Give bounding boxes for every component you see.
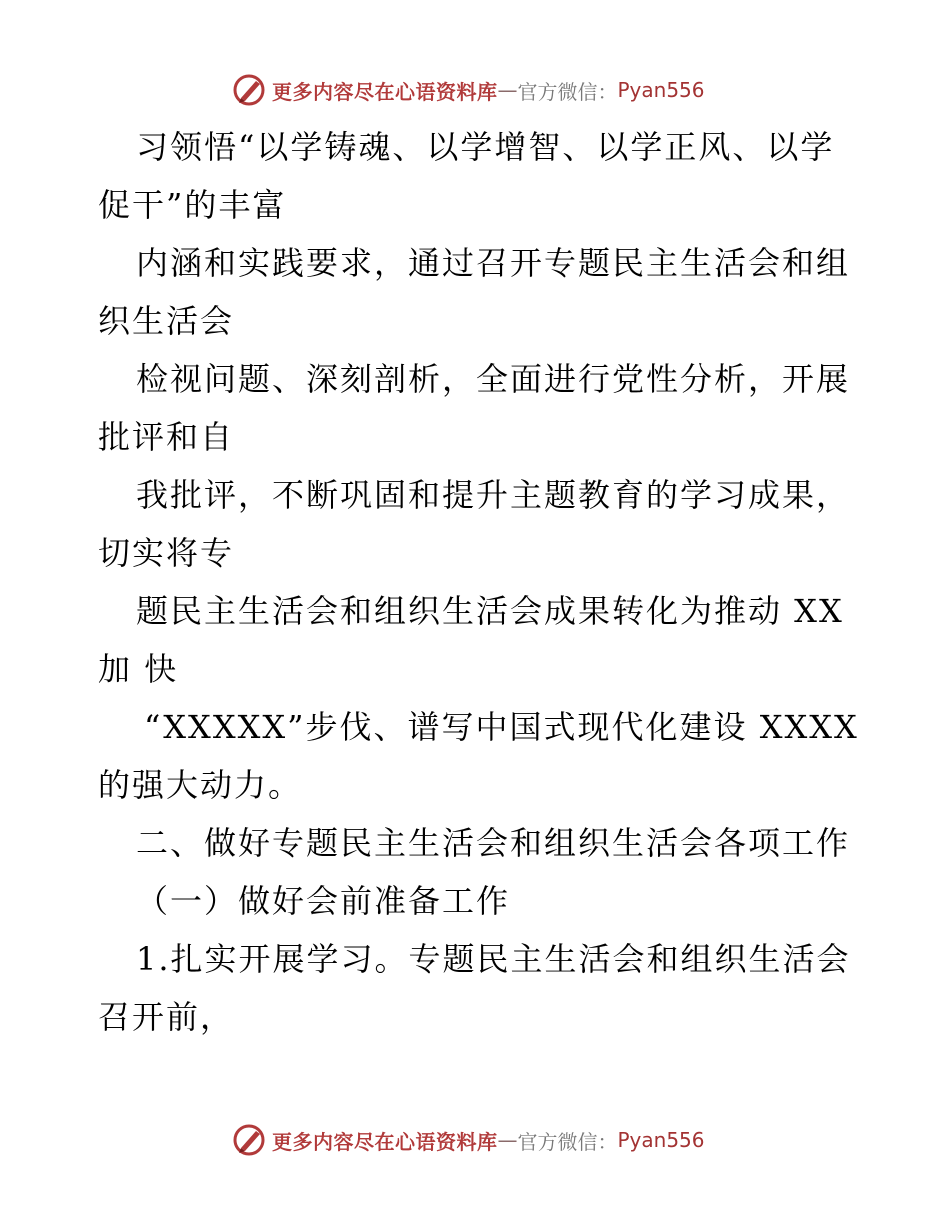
body-line: 我批评，不断巩固和提升主题教育的学习成果， bbox=[136, 476, 851, 514]
watermark-footer bbox=[232, 1120, 705, 1160]
watermark-header bbox=[232, 70, 705, 110]
circle-pen-logo-icon bbox=[232, 1123, 266, 1157]
watermark-wechat-label: 官方微信： bbox=[517, 79, 618, 104]
watermark-wechat-id: Pyan556 bbox=[617, 1128, 705, 1152]
body-line: 内涵和实践要求，通过召开专题民主生活会和组 bbox=[136, 244, 851, 282]
watermark-wechat-label: 官方微信： bbox=[517, 1129, 618, 1154]
body-line: 检视问题、深刻剖析，全面进行党性分析，开展 bbox=[136, 360, 851, 398]
body-line: “XXXXX”步伐、谱写中国式现代化建设 XXXX bbox=[144, 708, 859, 746]
body-line: 1.扎实开展学习。专题民主生活会和组织生活会 bbox=[136, 940, 851, 978]
watermark-wechat-id: Pyan556 bbox=[617, 78, 705, 102]
body-line: 习领悟“以学铸魂、以学增智、以学正风、以学 bbox=[136, 128, 835, 166]
watermark-dash: — bbox=[497, 78, 518, 102]
body-line: 加 快 bbox=[98, 650, 179, 688]
document-body bbox=[98, 118, 868, 1046]
body-line: 题民主生活会和组织生活会成果转化为推动 XX bbox=[136, 592, 844, 630]
subsection-heading: （一）做好会前准备工作 bbox=[136, 882, 511, 920]
body-line: 切实将专 bbox=[98, 534, 235, 572]
body-line: 批评和自 bbox=[98, 418, 235, 456]
circle-pen-logo-icon bbox=[232, 73, 266, 107]
section-heading: 二、做好专题民主生活会和组织生活会各项工作 bbox=[136, 824, 851, 862]
watermark-dash: — bbox=[497, 1128, 518, 1152]
body-line: 织生活会 bbox=[98, 302, 235, 340]
watermark-text: 更多内容尽在心语资料库 bbox=[272, 1129, 498, 1154]
watermark-text: 更多内容尽在心语资料库 bbox=[272, 79, 498, 104]
body-line: 召开前， bbox=[98, 998, 235, 1036]
body-line: 的强大动力。 bbox=[98, 766, 303, 804]
body-line: 促干”的丰富 bbox=[98, 186, 287, 224]
